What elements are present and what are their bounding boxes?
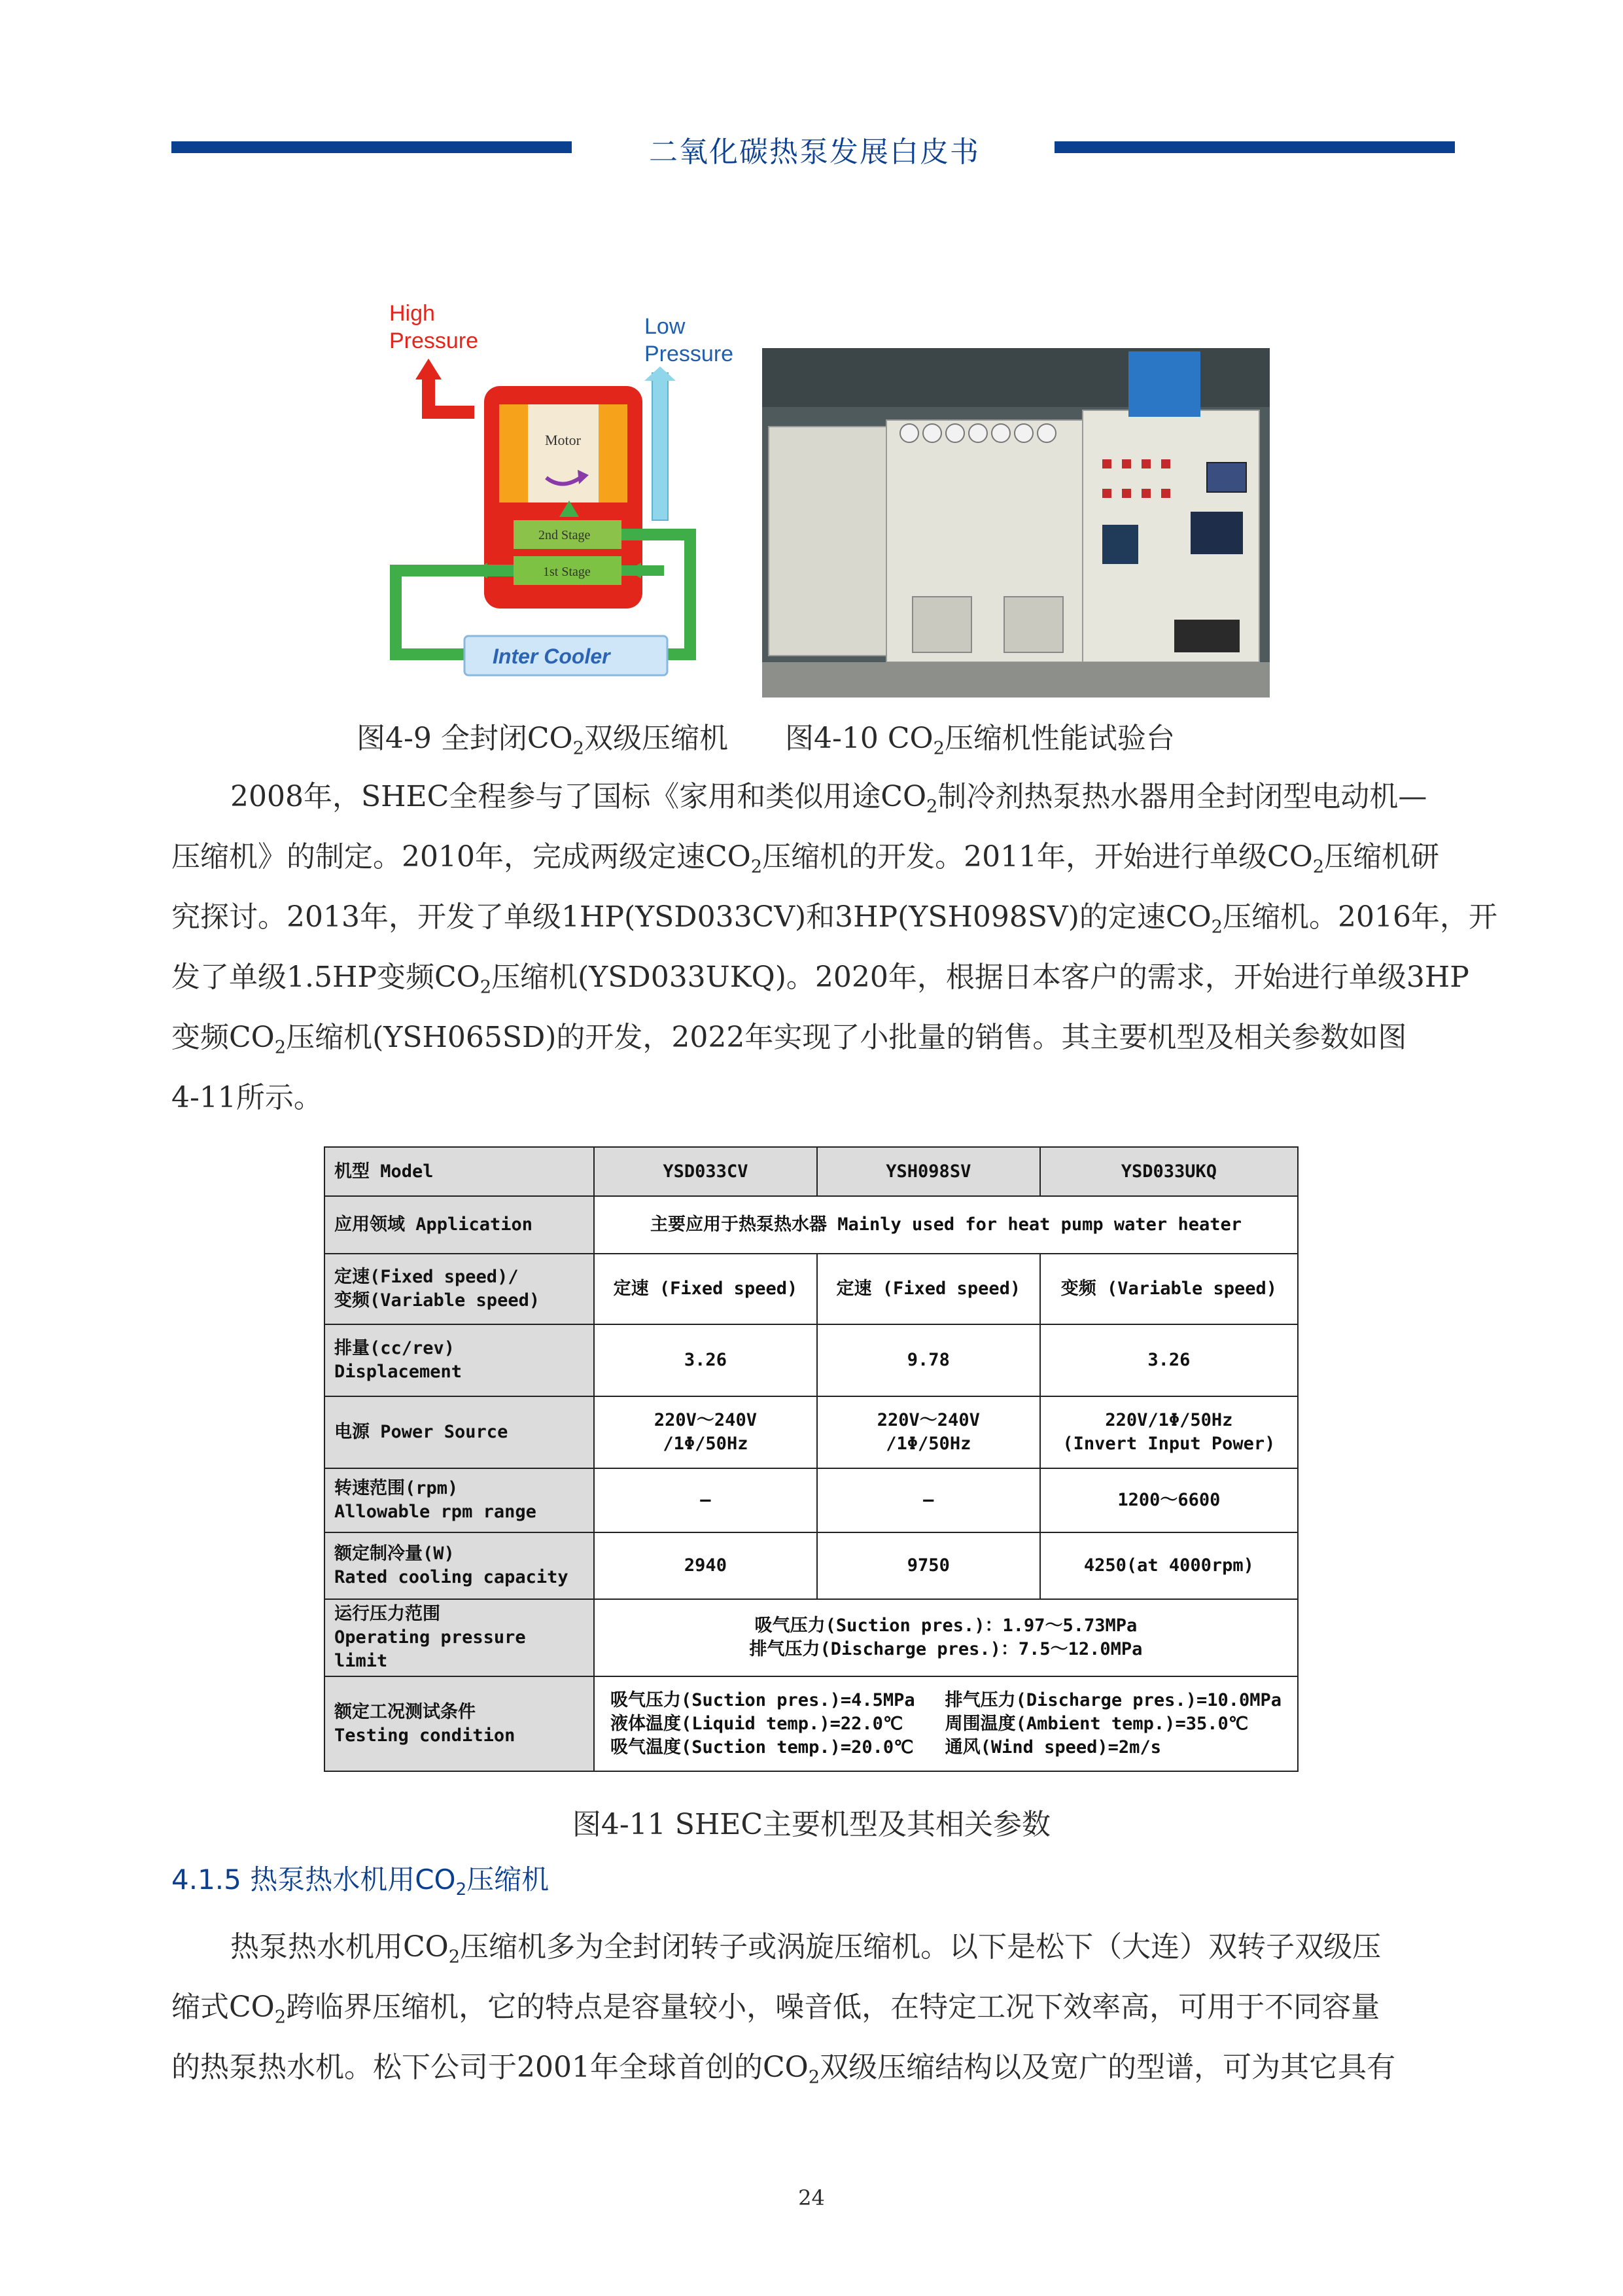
table-operating-value: 吸气压力(Suction pres.)：1.97～5.73MPa 排气压力(Discharge pres.)：7.5～12.0MPa: [594, 1599, 1298, 1676]
section-heading-4-1-5: 4.1.5 热泵热水机用$CO_2$压缩机: [171, 1863, 550, 1900]
figure-4-10-photo: [762, 348, 1270, 698]
table-model-label: 机型 Model: [324, 1147, 594, 1196]
header-bar-left: [171, 141, 572, 153]
table-cool-2: 9750: [817, 1532, 1040, 1599]
caption-figure-4-9: 图4-9 全封闭$CO_2$双级压缩机: [357, 722, 728, 759]
table-displacement-label: 排量(cc/rev) Displacement: [324, 1324, 594, 1396]
table-speed-label: 定速(Fixed speed)/ 变频(Variable speed): [324, 1254, 594, 1324]
testing-right-col: 排气压力(Discharge pres.)=10.0MPa 周围温度(Ambient temp.)=35.0℃ 通风(Wind speed)=2m/s: [945, 1689, 1282, 1757]
label-motor: Motor: [545, 432, 581, 448]
table-rpm-label: 转速范围(rpm) Allowable rpm range: [324, 1468, 594, 1532]
table-row: [324, 1196, 1298, 1254]
header-bar-right: [1055, 141, 1455, 153]
table-power-3: 220V/1Φ/50Hz (Invert Input Power): [1040, 1396, 1298, 1468]
table-speed-2: 定速 (Fixed speed): [817, 1254, 1040, 1324]
paragraph-shec-history: 2008年，SHEC全程参与了国标《家用和类似用途$CO_2$制冷剂热泵热水器用全封闭型电动机— 压缩机》的制定。2010年，完成两级定速$CO_2$压缩机的开发。2011年，开始进行单级$CO_2$压缩机研 究探讨。2013年，开发了单级1HP(YSD033CV)和3HP(YSH098SV)的定速$CO_2$压缩机。2016年，开 发了单级1.5HP变频$CO_2$压缩机(YSD033UKQ)。2020年，根据日本客户的需求，开始进行单级3HP 变频$CO_2$压缩机(YSH065SD)的开发，2022年实现了小批量的销售。其主要机型及相关参数如图 4-11所示。: [171, 780, 1498, 1114]
table-row: [324, 1396, 1298, 1468]
table-cooling-label: 额定制冷量(W) Rated cooling capacity: [324, 1532, 594, 1599]
header-title: 二氧化碳热泵发展白皮书: [649, 135, 980, 169]
label-1st-stage: 1st Stage: [543, 565, 591, 579]
table-power-2: 220V～240V /1Φ/50Hz: [817, 1396, 1040, 1468]
table-model-2: YSH098SV: [817, 1147, 1040, 1196]
label-high-2: Pressure: [389, 328, 479, 353]
label-2nd-stage: 2nd Stage: [538, 528, 591, 542]
table-disp-3: 3.26: [1040, 1324, 1298, 1396]
label-inter-cooler: Inter Cooler: [493, 645, 610, 668]
label-high-1: High: [389, 301, 435, 326]
table-row: [324, 1147, 1298, 1196]
table-rpm-1: –: [594, 1468, 817, 1532]
caption-figure-4-11: 图4-11 SHEC主要机型及其相关参数: [572, 1808, 1051, 1841]
table-speed-3: 变频 (Variable speed): [1040, 1254, 1298, 1324]
table-speed-1: 定速 (Fixed speed): [594, 1254, 817, 1324]
table-row: [324, 1676, 1298, 1771]
table-application-value: 主要应用于热泵热水器 Mainly used for heat pump water heater: [594, 1196, 1298, 1254]
page-number: 24: [798, 2185, 825, 2210]
table-model-1: YSD033CV: [594, 1147, 817, 1196]
table-row: [324, 1324, 1298, 1396]
caption-figure-4-10: 图4-10 $CO_2$压缩机性能试验台: [785, 722, 1175, 759]
table-testing-value: [594, 1676, 1298, 1771]
table-model-3: YSD033UKQ: [1040, 1147, 1298, 1196]
table-row: [324, 1468, 1298, 1532]
table-testing-label: 额定工况测试条件 Testing condition: [324, 1676, 594, 1771]
table-row: [324, 1254, 1298, 1324]
table-row: [324, 1599, 1298, 1676]
table-disp-2: 9.78: [817, 1324, 1040, 1396]
table-application-label: 应用领域 Application: [324, 1196, 594, 1254]
paragraph-heat-pump-compressor: 热泵热水机用$CO_2$压缩机多为全封闭转子或涡旋压缩机。以下是松下（大连）双转子双级压 缩式$CO_2$跨临界压缩机，它的特点是容量较小，噪音低，在特定工况下效率高，可用于不同容量 的热泵热水机。松下公司于2001年全球首创的$CO_2$双级压缩结构以及宽广的型谱，可为其它具有: [171, 1930, 1396, 2088]
figure-4-9-diagram: [383, 301, 739, 694]
table-power-1: 220V～240V /1Φ/50Hz: [594, 1396, 817, 1468]
label-low-1: Low: [644, 314, 686, 339]
shec-models-table: [324, 1146, 1299, 1772]
table-cool-1: 2940: [594, 1532, 817, 1599]
label-low-2: Pressure: [644, 342, 734, 366]
table-row: [324, 1532, 1298, 1599]
table-disp-1: 3.26: [594, 1324, 817, 1396]
testing-left-col: 吸气压力(Suction pres.)=4.5MPa 液体温度(Liquid temp.)=22.0℃ 吸气温度(Suction temp.)=20.0℃: [610, 1689, 915, 1757]
table-power-label: 电源 Power Source: [324, 1396, 594, 1468]
table-rpm-3: 1200～6600: [1040, 1468, 1298, 1532]
table-rpm-2: –: [817, 1468, 1040, 1532]
table-operating-label: 运行压力范围 Operating pressure limit: [324, 1599, 594, 1676]
table-cool-3: 4250(at 4000rpm): [1040, 1532, 1298, 1599]
